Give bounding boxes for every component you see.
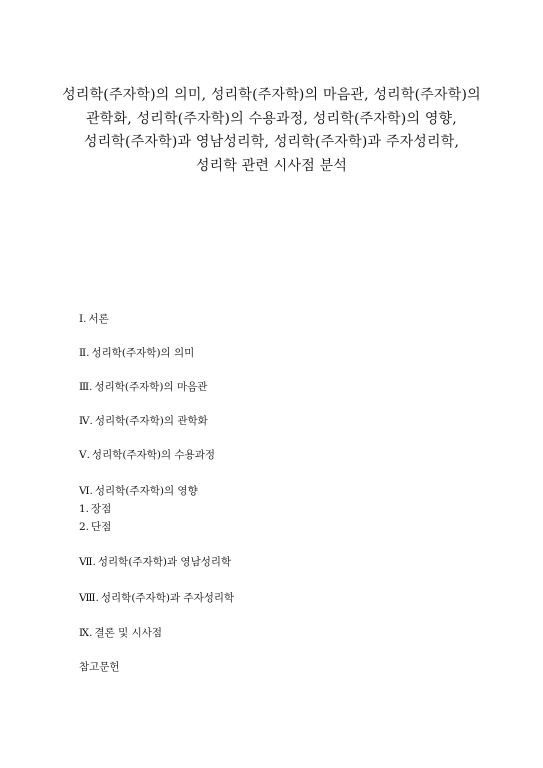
toc-item-label: 장점	[91, 503, 112, 515]
toc-subitem-strengths	[79, 503, 111, 516]
toc-item-number: Ⅸ.	[79, 627, 93, 639]
toc-item-conclusion	[79, 627, 162, 640]
toc-item-influence	[79, 485, 198, 498]
toc-item-yeongnam	[79, 556, 231, 569]
toc-item-label: 성리학(주자학)과 영남성리학	[97, 556, 232, 568]
toc-item-references	[79, 661, 120, 674]
toc-item-view-of-mind	[79, 381, 207, 394]
toc-item-number: Ⅶ.	[79, 556, 96, 568]
toc-item-number: 2.	[79, 521, 90, 533]
toc-subitem-weaknesses	[79, 521, 111, 534]
toc-item-label: 성리학(주자학)의 마음관	[94, 381, 208, 393]
toc-item-number: Ⅲ.	[79, 381, 93, 393]
toc-item-number: Ⅷ.	[79, 592, 99, 604]
toc-item-number: Ⅰ.	[79, 313, 87, 325]
toc-item-meaning	[79, 347, 194, 360]
toc-item-label: 성리학(주자학)의 영향	[94, 485, 198, 497]
toc-item-label: 서론	[88, 313, 109, 325]
title-line-2: 관학화, 성리학(주자학)의 수용과정, 성리학(주자학)의 영향,	[86, 110, 457, 127]
toc-item-zhuzi-neo-confucianism	[79, 592, 234, 605]
toc-item-label: 성리학(주자학)의 수용과정	[91, 449, 216, 461]
toc-item-number: Ⅱ.	[79, 347, 90, 359]
toc-item-label: 성리학(주자학)의 의미	[91, 347, 195, 359]
toc-item-label: 성리학(주자학)의 관학화	[94, 415, 208, 427]
toc-item-label: 성리학(주자학)과 주자성리학	[100, 592, 235, 604]
title-line-4: 성리학 관련 시사점 분석	[195, 157, 348, 174]
toc-item-label: 단점	[91, 521, 112, 533]
toc-item-number: Ⅳ.	[79, 415, 93, 427]
toc-item-number: 1.	[79, 503, 90, 515]
toc-item-acceptance-process	[79, 449, 215, 462]
toc-item-introduction	[79, 313, 109, 326]
toc-item-label: 참고문헌	[79, 661, 120, 673]
toc-item-label: 결론 및 시사점	[94, 627, 163, 639]
toc-item-number: Ⅵ.	[79, 485, 93, 497]
title-line-1: 성리학(주자학)의 의미, 성리학(주자학)의 마음관, 성리학(주자학)의	[62, 87, 481, 103]
toc-item-number: Ⅴ.	[79, 449, 90, 461]
toc-item-official-learning	[79, 415, 208, 428]
title-line-3: 성리학(주자학)과 영남성리학, 성리학(주자학)과 주자성리학,	[83, 134, 460, 150]
